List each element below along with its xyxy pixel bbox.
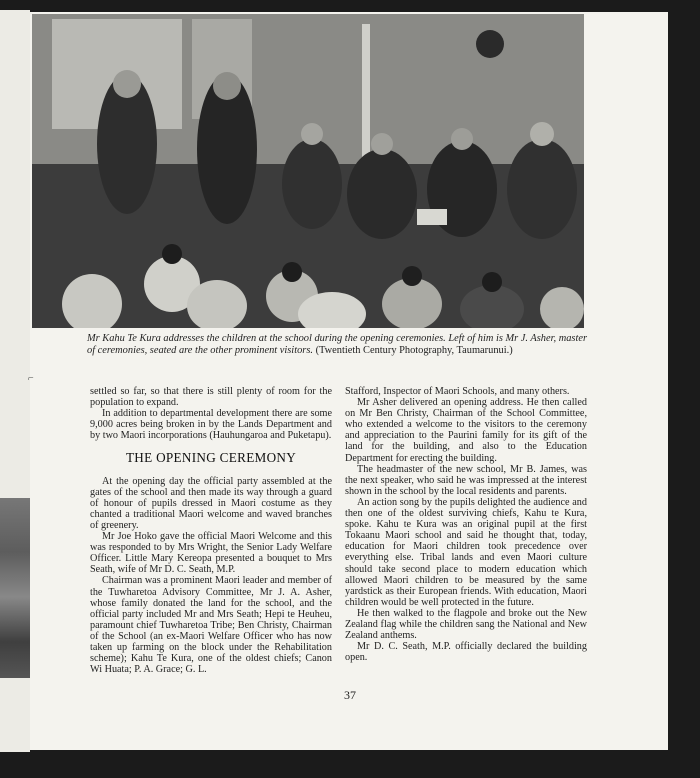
- section-heading: THE OPENING CEREMONY: [125, 450, 297, 466]
- text-column-right: [345, 386, 587, 663]
- paragraph: Chairman was a prominent Maori leader and member of the Tuwharetoa Advisory Committee, Mr J. A. Asher, whose family donated the land for the school, and the official party included Mr and Mrs Seath; Hepi te Heuheu, paramount chief Tuwharetoa Tribe; Ben Christy, Chairman of the School (an ex-Maori Welfare Officer who has now taken up farming on the block under the Rehabilitation scheme); Kahu Te Kura, one of the oldest chiefs; Canon Wi Huata; P. A. Grace; G. L.: [90, 575, 332, 676]
- photograph-icon: [32, 14, 584, 328]
- paragraph: The headmaster of the new school, Mr B. James, was the next speaker, who said he was impressed at the interest shown in the school by the local residents and parents.: [345, 463, 587, 497]
- ceremony-photo: [32, 14, 584, 328]
- margin-mark: ⌐: [28, 373, 34, 384]
- paragraph: Mr Joe Hoko gave the official Maori Welcome and this was responded to by Mrs Wright, the Senior Lady Welfare Officer. Little Mary Kereopa presented a bouquet to Mrs Seath, wife of Mr D. C. Seath, M.P.: [90, 531, 332, 576]
- photo-caption: [87, 333, 587, 356]
- paragraph: Stafford, Inspector of Maori Schools, and many others.: [345, 386, 570, 397]
- page-number: 37: [344, 688, 356, 702]
- paragraph: settled so far, so that there is still plenty of room for the population to expand.: [90, 386, 332, 409]
- paragraph: Mr D. C. Seath, M.P. officially declared the building open.: [345, 641, 587, 664]
- paragraph: An action song by the pupils delighted the audience and then one of the oldest surviving chiefs, Kahu te Kura, spoke. Kahu te Kura was an original pupil at the first Tokaanu Maori school and said he thought that, today, education for Maori children took precedence over everything else. Tribal lands and even Maori culture should take second place to modern education which allowed Maori children to be measured by the same yardstick as their European friends. With education, Maori children would be well protected in the future.: [345, 496, 587, 608]
- paragraph: He then walked to the flagpole and broke out the New Zealand flag while the children sang the National and New Zealand anthems.: [345, 607, 587, 642]
- paragraph: At the opening day the official party assembled at the gates of the school and then made its way through a guard of honour of pupils dressed in Maori costume as they chanted a traditional Maori welcome and waved branches of greenery.: [90, 475, 332, 531]
- text-column-left: [90, 386, 332, 675]
- caption-text: Mr Kahu Te Kura addresses the children at the school during the opening ceremonies. Left of him is Mr J. Asher, master of ceremonies, seated are the other prominent visitors.: [87, 333, 587, 356]
- caption-credit: (Twentieth Century Photography, Taumarunui.): [315, 344, 513, 356]
- paragraph: Mr Asher delivered an opening address. He then called on Mr Ben Christy, Chairman of the School Committee, who extended a welcome to the visitors to the ceremony and appreciation to the Paurini family for its gift of the land for the building, and also to the Education Department for erecting the building.: [345, 397, 587, 464]
- adjacent-page-photo: [0, 498, 34, 678]
- paragraph: In addition to departmental development there are some 9,000 acres being broken in by the Lands Department and by two Maori incorporations (Hauhungaroa and Puketapu).: [90, 408, 332, 442]
